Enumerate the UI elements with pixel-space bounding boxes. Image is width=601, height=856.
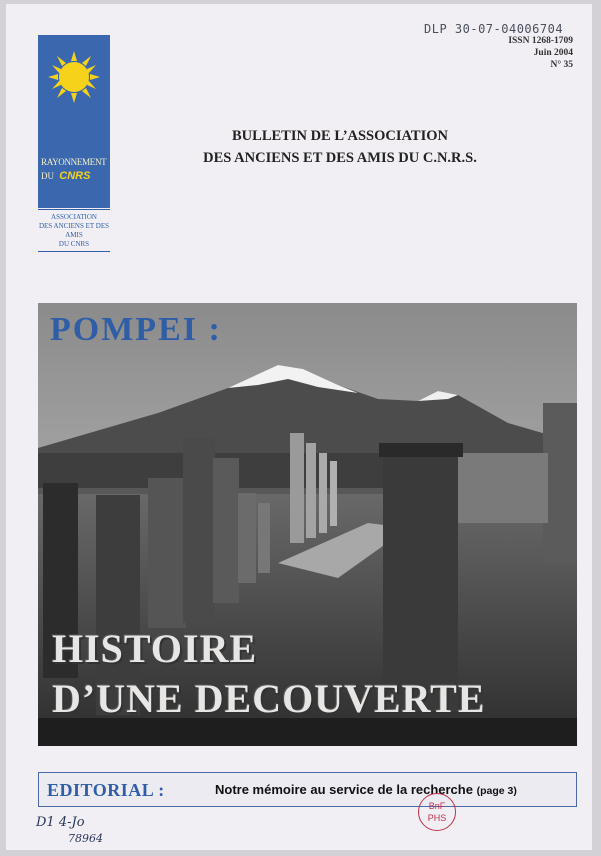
issn-label: ISSN 1268-1709 [508,36,573,46]
logo-du: DU [41,171,54,181]
stamp-line2: PHS [427,813,447,823]
cover-title: POMPEI : [50,311,222,348]
editorial-label: EDITORIAL : [47,780,165,800]
handwritten-shelfmark: D1 4-Jo [36,815,85,830]
headline-line1: HISTOIRE [52,626,258,671]
issue-number: N° 35 [550,60,573,70]
assoc-line-1: ASSOCIATION [51,213,97,221]
assoc-line-3: DU CNRS [58,240,90,248]
association-caption [38,209,110,252]
logo-du-cnrs [41,170,90,182]
association-logo [38,35,110,208]
library-stamp [418,793,456,831]
logo-rayonnement: RAYONNEMENT [41,157,107,167]
cnrs-logo: CNRS [59,170,91,182]
stamp-line1: BnF [428,801,446,811]
assoc-line-2: DES ANCIENS ET DES AMIS [38,222,110,239]
issue-date: Juin 2004 [533,48,573,58]
headline-line2: D’UNE DECOUVERTE [52,676,486,721]
cover-photo [38,303,577,746]
bulletin-title-line2: DES ANCIENS ET DES AMIS DU C.N.R.S. [203,150,477,166]
editorial-text-block [215,782,517,797]
editorial-page-ref: (page 3) [476,785,517,797]
bulletin-title-line1: BULLETIN DE L’ASSOCIATION [232,128,448,144]
editorial-text: Notre mémoire au service de la recherche [215,782,473,797]
sun-icon [38,35,110,155]
editorial-banner [38,772,577,807]
legal-deposit-stamp: DLP 30-07-04006704 [424,22,564,36]
handwritten-number: 78964 [68,832,103,845]
